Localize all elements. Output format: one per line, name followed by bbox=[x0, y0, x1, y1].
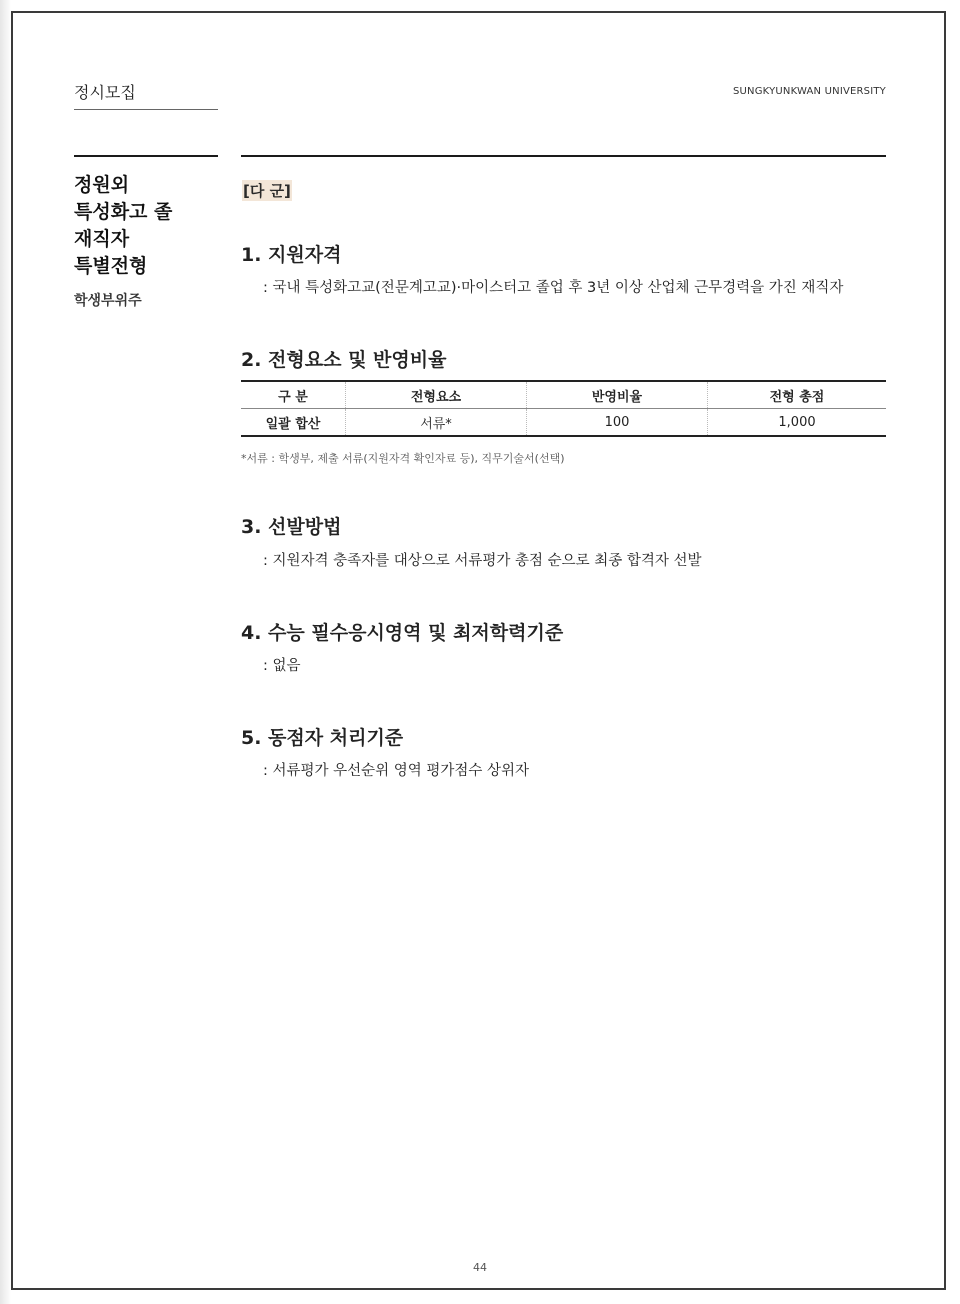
header-category: 정시모집 bbox=[74, 80, 218, 110]
section-3-body: : 지원자격 충족자를 대상으로 서류평가 총점 순으로 최종 합격자 선발 bbox=[263, 553, 702, 569]
section-1-body: : 국내 특성화고교(전문계고교)·마이스터고 졸업 후 3년 이상 산업체 근무경력을 가진 재직자 bbox=[263, 280, 844, 296]
section-5-title: 5. 동점자 처리기준 bbox=[241, 727, 404, 749]
table-footnote: *서류 : 학생부, 제출 서류(지원자격 확인자료 등), 직무기술서(선택) bbox=[241, 452, 565, 465]
section-4-title: 4. 수능 필수응시영역 및 최저학력기준 bbox=[241, 622, 564, 644]
section-1-title: 1. 지원자격 bbox=[241, 244, 342, 266]
header-cell: 구 분 bbox=[278, 389, 308, 405]
group-label: [다 군] bbox=[243, 182, 291, 200]
title-line: 특성화고 졸 bbox=[74, 201, 173, 223]
admission-category: 학생부위주 bbox=[74, 293, 142, 309]
section-5-body: : 서류평가 우선순위 영역 평가점수 상위자 bbox=[263, 763, 530, 779]
header-university: SUNGKYUNKWAN UNIVERSITY bbox=[732, 86, 886, 97]
admission-type-title bbox=[74, 172, 224, 280]
table-cell: 서류* bbox=[346, 409, 527, 437]
page-number: 44 bbox=[473, 1261, 487, 1274]
title-line: 정원외 bbox=[74, 174, 130, 196]
title-line: 특별전형 bbox=[74, 255, 148, 277]
table-cell: 100 bbox=[527, 409, 708, 437]
section-3-title: 3. 선발방법 bbox=[241, 516, 342, 538]
header-cell: 전형요소 bbox=[346, 381, 527, 409]
table-cell: 일괄 합산 bbox=[265, 416, 321, 432]
table-row bbox=[241, 409, 886, 437]
title-line: 재직자 bbox=[74, 228, 130, 250]
table-header-row bbox=[241, 381, 886, 409]
evaluation-table bbox=[241, 380, 886, 437]
header-cell: 전형 총점 bbox=[708, 381, 887, 409]
sidebar-rule bbox=[74, 155, 218, 157]
section-2-title: 2. 전형요소 및 반영비율 bbox=[241, 349, 447, 371]
main-rule bbox=[241, 155, 886, 157]
header-cell: 반영비율 bbox=[527, 381, 708, 409]
section-4-body: : 없음 bbox=[263, 658, 301, 674]
table-cell: 1,000 bbox=[708, 409, 887, 437]
